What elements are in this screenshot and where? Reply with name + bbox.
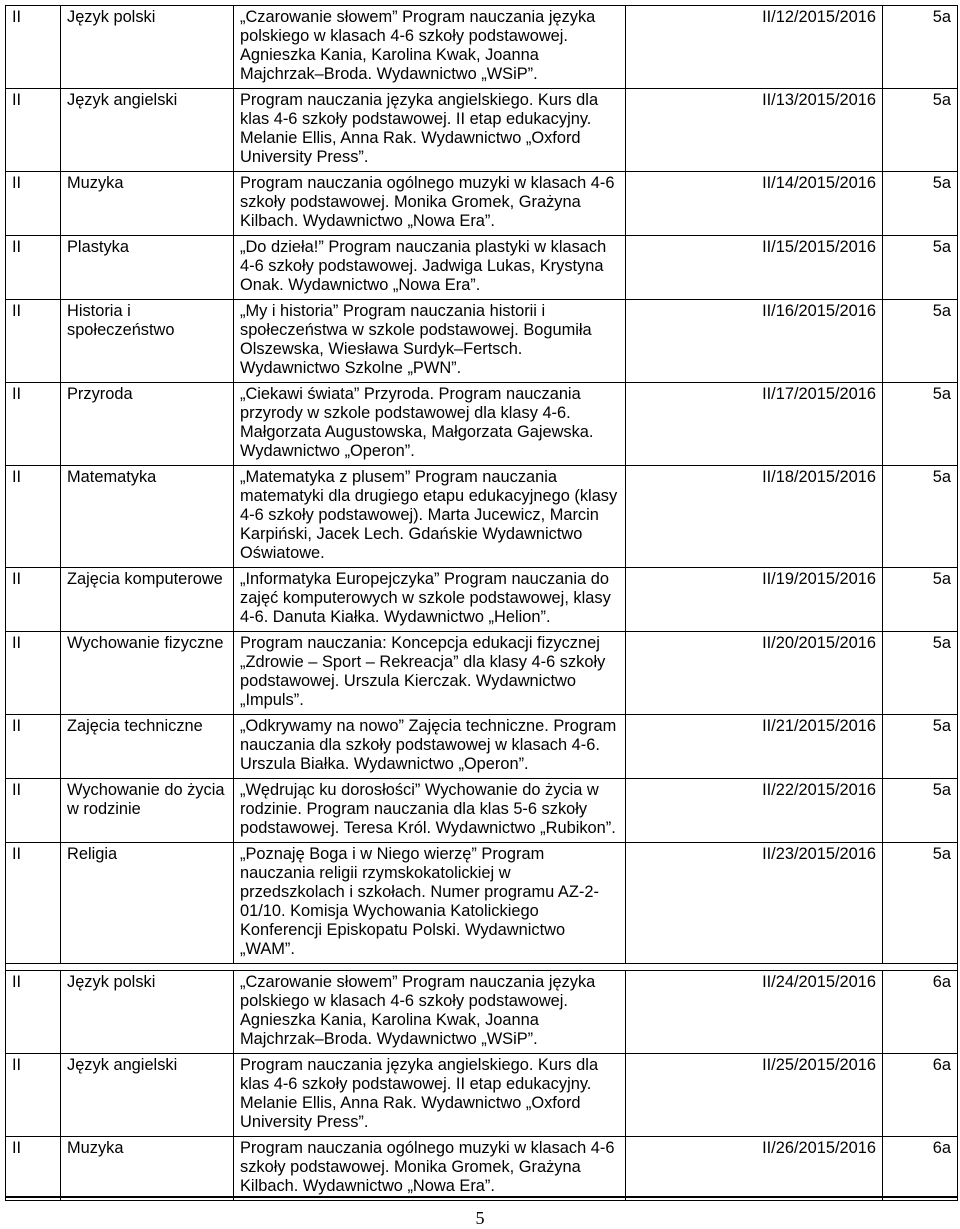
level-cell: II <box>6 236 61 300</box>
program-cell: „Do dzieła!” Program nauczania plastyki w klasach 4-6 szkoły podstawowej. Jadwiga Lukas, Krystyna Onak. Wydawnictwo „Nowa Era”. <box>234 236 626 300</box>
program-number-cell: II/26/2015/2016 <box>626 1137 883 1201</box>
class-cell: 5a <box>883 89 958 172</box>
subject-cell: Historia i społeczeństwo <box>61 300 234 383</box>
table-row <box>6 300 958 383</box>
class-cell: 5a <box>883 568 958 632</box>
class-cell: 6a <box>883 1137 958 1201</box>
class-cell: 5a <box>883 466 958 568</box>
table-row <box>6 6 958 89</box>
program-number-cell: II/20/2015/2016 <box>626 632 883 715</box>
table-row <box>6 779 958 843</box>
level-cell: II <box>6 1137 61 1201</box>
class-cell: 5a <box>883 843 958 964</box>
table-row <box>6 236 958 300</box>
class-cell: 5a <box>883 779 958 843</box>
level-cell: II <box>6 6 61 89</box>
subject-cell: Język angielski <box>61 1054 234 1137</box>
program-cell: Program nauczania ogólnego muzyki w klasach 4-6 szkoły podstawowej. Monika Gromek, Grażyna Kilbach. Wydawnictwo „Nowa Era”. <box>234 1137 626 1201</box>
program-number-cell: II/12/2015/2016 <box>626 6 883 89</box>
subject-cell: Plastyka <box>61 236 234 300</box>
page-number: 5 <box>475 1208 485 1228</box>
subject-cell: Zajęcia techniczne <box>61 715 234 779</box>
program-cell: Program nauczania ogólnego muzyki w klasach 4-6 szkoły podstawowej. Monika Gromek, Grażyna Kilbach. Wydawnictwo „Nowa Era”. <box>234 172 626 236</box>
program-cell: „Czarowanie słowem” Program nauczania języka polskiego w klasach 4-6 szkoły podstawowej. Agnieszka Kania, Karolina Kwak, Joanna Majchrzak–Broda. Wydawnictwo „WSiP”. <box>234 971 626 1054</box>
table-bottom-border <box>5 1196 957 1198</box>
level-cell: II <box>6 843 61 964</box>
program-number-cell: II/16/2015/2016 <box>626 300 883 383</box>
subject-cell: Matematyka <box>61 466 234 568</box>
table-row <box>6 632 958 715</box>
level-cell: II <box>6 568 61 632</box>
program-cell: „Ciekawi świata” Przyroda. Program nauczania przyrody w szkole podstawowej dla klasy 4-6. Małgorzata Augustowska, Małgorzata Gajewska. Wydawnictwo „Operon”. <box>234 383 626 466</box>
program-number-cell: II/23/2015/2016 <box>626 843 883 964</box>
program-cell: „Odkrywamy na nowo” Zajęcia techniczne. Program nauczania dla szkoły podstawowej w klasach 4-6. Urszula Białka. Wydawnictwo „Operon”. <box>234 715 626 779</box>
level-cell: II <box>6 779 61 843</box>
program-number-cell: II/17/2015/2016 <box>626 383 883 466</box>
table-row <box>6 89 958 172</box>
subject-cell: Religia <box>61 843 234 964</box>
class-cell: 5a <box>883 383 958 466</box>
class-cell: 5a <box>883 236 958 300</box>
program-number-cell: II/14/2015/2016 <box>626 172 883 236</box>
class-cell: 5a <box>883 172 958 236</box>
curriculum-table <box>5 5 958 1201</box>
program-cell: Program nauczania języka angielskiego. Kurs dla klas 4-6 szkoły podstawowej. II etap edukacyjny. Melanie Ellis, Anna Rak. Wydawnictwo „Oxford University Press”. <box>234 89 626 172</box>
table-row <box>6 715 958 779</box>
subject-cell: Język polski <box>61 971 234 1054</box>
table-row <box>6 843 958 964</box>
program-cell: Program nauczania języka angielskiego. Kurs dla klas 4-6 szkoły podstawowej. II etap edukacyjny. Melanie Ellis, Anna Rak. Wydawnictwo „Oxford University Press”. <box>234 1054 626 1137</box>
program-number-cell: II/13/2015/2016 <box>626 89 883 172</box>
level-cell: II <box>6 172 61 236</box>
program-cell: „Informatyka Europejczyka” Program nauczania do zajęć komputerowych w szkole podstawowej, klasy 4-6. Danuta Kiałka. Wydawnictwo „Helion”. <box>234 568 626 632</box>
table-row <box>6 1137 958 1201</box>
curriculum-table-body <box>6 6 958 1201</box>
group-separator <box>6 964 958 971</box>
class-cell: 5a <box>883 300 958 383</box>
subject-cell: Język angielski <box>61 89 234 172</box>
subject-cell: Wychowanie do życia w rodzinie <box>61 779 234 843</box>
table-row <box>6 172 958 236</box>
program-cell: „My i historia” Program nauczania historii i społeczeństwa w szkole podstawowej. Bogumiła Olszewska, Wiesława Surdyk–Fertsch. Wydawnictwo Szkolne „PWN”. <box>234 300 626 383</box>
level-cell: II <box>6 466 61 568</box>
program-cell: „Czarowanie słowem” Program nauczania języka polskiego w klasach 4-6 szkoły podstawowej. Agnieszka Kania, Karolina Kwak, Joanna Majchrzak–Broda. Wydawnictwo „WSiP”. <box>234 6 626 89</box>
program-number-cell: II/22/2015/2016 <box>626 779 883 843</box>
table-row <box>6 971 958 1054</box>
program-cell: Program nauczania: Koncepcja edukacji fizycznej „Zdrowie – Sport – Rekreacja” dla klasy 4-6 szkoły podstawowej. Urszula Kierczak. Wydawnictwo „Impuls”. <box>234 632 626 715</box>
class-cell: 5a <box>883 632 958 715</box>
class-cell: 5a <box>883 6 958 89</box>
subject-cell: Wychowanie fizyczne <box>61 632 234 715</box>
class-cell: 5a <box>883 715 958 779</box>
table-row <box>6 466 958 568</box>
subject-cell: Przyroda <box>61 383 234 466</box>
program-number-cell: II/15/2015/2016 <box>626 236 883 300</box>
group-separator-cell <box>6 964 958 971</box>
level-cell: II <box>6 715 61 779</box>
level-cell: II <box>6 971 61 1054</box>
program-cell: „Poznaję Boga i w Niego wierzę” Program nauczania religii rzymskokatolickiej w przedszkolach i szkołach. Numer programu AZ-2-01/10. Komisja Wychowania Katolickiego Konferencji Episkopatu Polski. Wydawnictwo „WAM”. <box>234 843 626 964</box>
level-cell: II <box>6 1054 61 1137</box>
table-row <box>6 568 958 632</box>
class-cell: 6a <box>883 1054 958 1137</box>
subject-cell: Zajęcia komputerowe <box>61 568 234 632</box>
class-cell: 6a <box>883 971 958 1054</box>
subject-cell: Język polski <box>61 6 234 89</box>
level-cell: II <box>6 89 61 172</box>
program-number-cell: II/18/2015/2016 <box>626 466 883 568</box>
program-cell: „Wędrując ku dorosłości” Wychowanie do życia w rodzinie. Program nauczania dla klas 5-6 szkoły podstawowej. Teresa Król. Wydawnictwo „Rubikon”. <box>234 779 626 843</box>
level-cell: II <box>6 383 61 466</box>
program-cell: „Matematyka z plusem” Program nauczania matematyki dla drugiego etapu edukacyjnego (klasy 4-6 szkoły podstawowej). Marta Jucewicz, Marcin Karpiński, Jacek Lech. Gdańskie Wydawnictwo Oświatowe. <box>234 466 626 568</box>
program-number-cell: II/21/2015/2016 <box>626 715 883 779</box>
program-number-cell: II/24/2015/2016 <box>626 971 883 1054</box>
level-cell: II <box>6 632 61 715</box>
program-number-cell: II/25/2015/2016 <box>626 1054 883 1137</box>
table-row <box>6 383 958 466</box>
subject-cell: Muzyka <box>61 1137 234 1201</box>
level-cell: II <box>6 300 61 383</box>
subject-cell: Muzyka <box>61 172 234 236</box>
program-number-cell: II/19/2015/2016 <box>626 568 883 632</box>
table-row <box>6 1054 958 1137</box>
